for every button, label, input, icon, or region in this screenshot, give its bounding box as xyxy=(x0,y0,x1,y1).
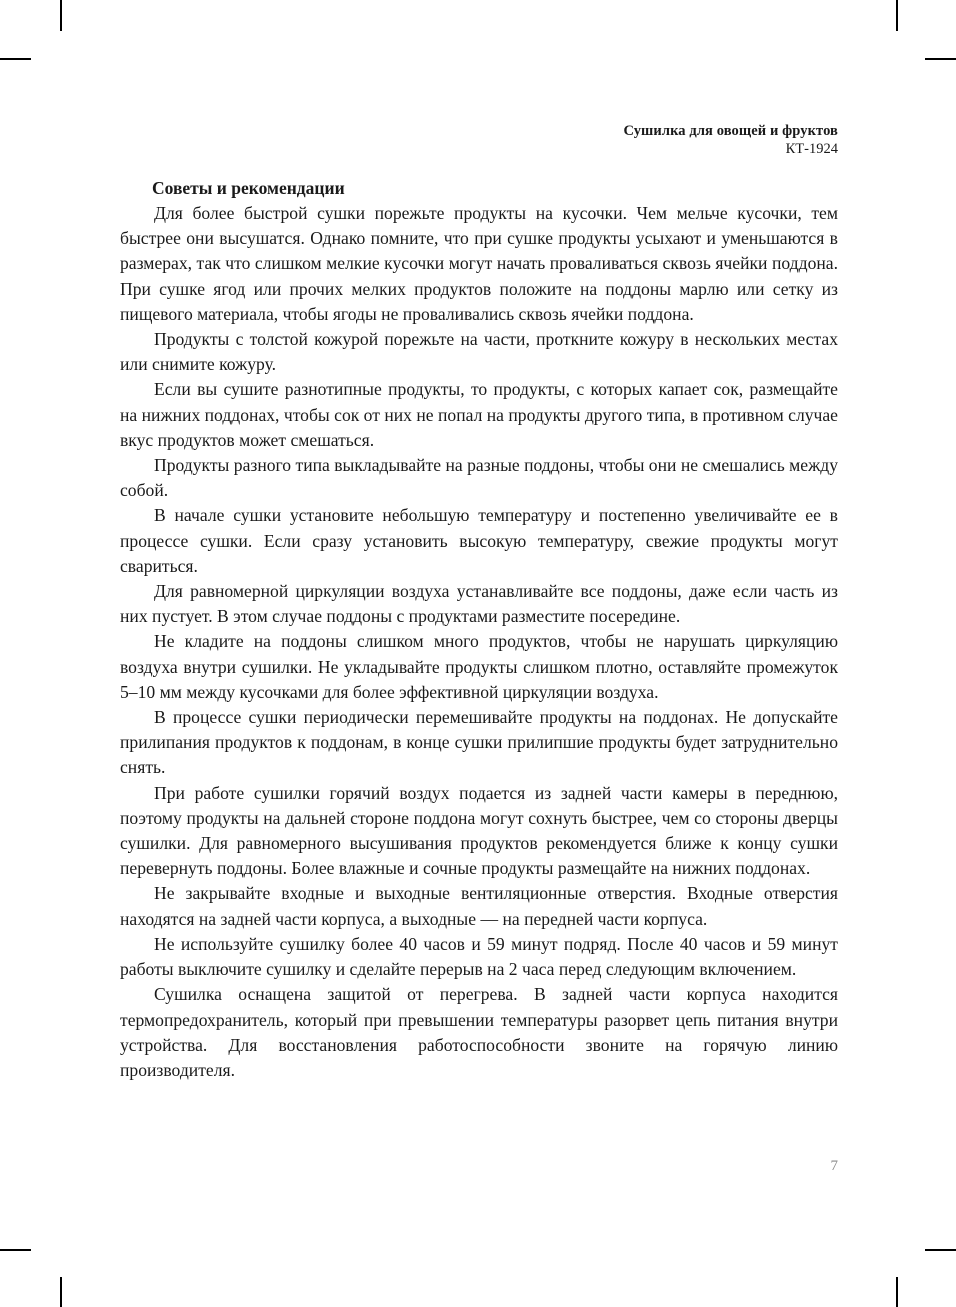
crop-mark-top-right-vertical xyxy=(896,0,898,31)
running-head xyxy=(120,122,838,158)
running-head-title: Сушилка для овощей и фруктов xyxy=(623,123,838,139)
paragraph: Для более быстрой сушки порежьте продукты на кусочки. Чем мельче кусочки, тем быстрее они высушатся. Однако помните, что при сушке продукты усыхают и уменьшаются в размерах, так что слишком мелкие кусочки могут начать проваливаться сквозь ячейки поддона. При сушке ягод или прочих мелких продуктов положите на поддоны марлю или сетку из пищевого материала, чтобы ягоды не проваливались сквозь ячейки поддона. xyxy=(120,203,838,324)
paragraph: Не используйте сушилку более 40 часов и 59 минут подряд. После 40 часов и 59 минут работы выключите сушилку и сделайте перерыв на 2 часа перед следующим включением. xyxy=(120,933,838,980)
paragraph: Продукты разного типа выкладывайте на разные поддоны, чтобы они не смешались между собой. xyxy=(120,455,838,501)
section-heading: Советы и рекомендации xyxy=(152,178,345,198)
paragraph: Сушилка оснащена защитой от перегрева. В задней части корпуса находится термопредохранитель, который при превышении температуры разорвет цепь питания внутри устройства. Для восстановления работоспособности звоните на горячую линию производителя. xyxy=(120,984,838,1080)
paragraph: В процессе сушки периодически перемешивайте продукты на поддонах. Не допускайте прилипания продуктов к поддонам, в конце сушки прилипшие продукты будет затруднительно снять. xyxy=(120,707,838,778)
crop-mark-bottom-left-vertical xyxy=(60,1277,62,1307)
crop-mark-bottom-right-vertical xyxy=(896,1277,898,1307)
running-head-model: КТ-1924 xyxy=(785,141,838,157)
paragraph: В начале сушки установите небольшую температуру и постепенно увеличивайте ее в процессе сушки. Если сразу установить высокую температуру, свежие продукты могут свариться. xyxy=(120,505,838,576)
paragraph: Для равномерной циркуляции воздуха устанавливайте все поддоны, даже если часть из них пустует. В этом случае поддоны с продуктами разместите посередине. xyxy=(120,581,838,627)
paragraph: При работе сушилки горячий воздух подается из задней части камеры в переднюю, поэтому продукты на дальней стороне поддона могут сохнуть быстрее, чем со стороны дверцы сушилки. Для равномерного высушивания продуктов рекомендуется ближе к концу сушки перевернуть поддоны. Более влажные и сочные продукты размещайте на нижних поддонах. xyxy=(120,782,838,879)
crop-mark-bottom-left-horizontal xyxy=(0,1249,31,1251)
crop-mark-bottom-right-horizontal xyxy=(925,1249,956,1251)
crop-mark-top-left-vertical xyxy=(60,0,62,31)
crop-mark-top-left-horizontal xyxy=(0,58,31,60)
paragraph: Продукты с толстой кожурой порежьте на части, проткните кожуру в нескольких местах или снимите кожуру. xyxy=(120,329,838,375)
paragraph: Не закрывайте входные и выходные вентиляционные отверстия. Входные отверстия находятся на задней части корпуса, а выходные — на передней части корпуса. xyxy=(120,883,838,929)
crop-mark-top-right-horizontal xyxy=(925,58,956,60)
paragraph: Если вы сушите разнотипные продукты, то продукты, с которых капает сок, размещайте на нижних поддонах, чтобы сок от них не попал на продукты другого типа, в противном случае вкус продуктов может смешаться. xyxy=(120,379,838,450)
body-text xyxy=(120,176,838,1083)
paragraph: Не кладите на поддоны слишком много продуктов, чтобы не нарушать циркуляцию воздуха внутри сушилки. Не укладывайте продукты слишком плотно, оставляйте промежуток 5–10 мм между кусочками для более эффективной циркуляции воздуха. xyxy=(120,631,838,702)
page-number: 7 xyxy=(830,1158,838,1174)
